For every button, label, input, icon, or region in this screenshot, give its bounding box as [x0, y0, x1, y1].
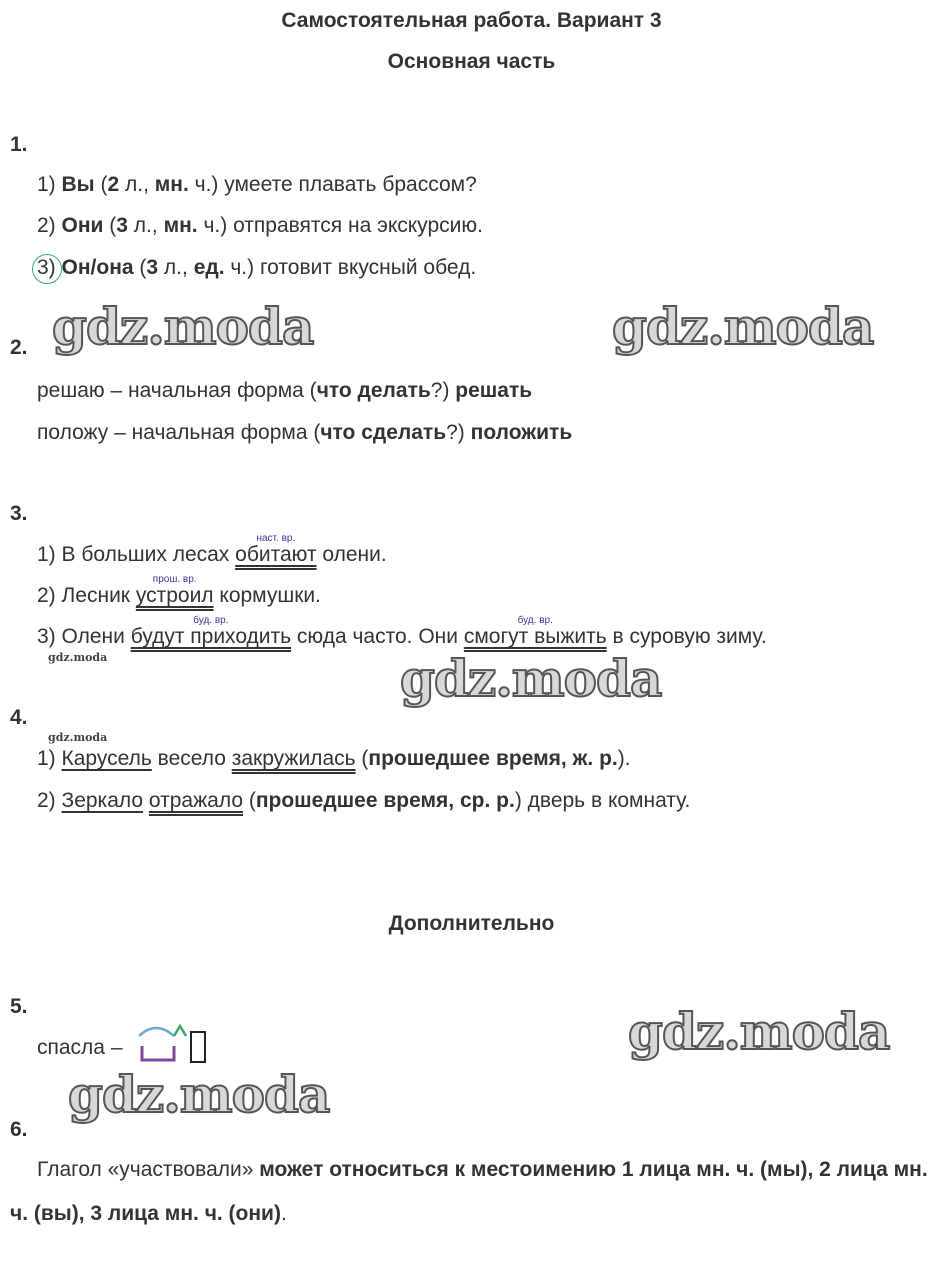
task-4-number: 4.: [10, 706, 28, 729]
morpheme-scheme-icon: [134, 1022, 214, 1070]
task-2-line-2: положу – начальная форма (что сделать?) положить: [37, 421, 573, 444]
task-1-line-1: 1) Вы (2 л., мн. ч.) умеете плавать брассом?: [37, 173, 477, 196]
suffix-mark: [174, 1026, 186, 1036]
page-title: Самостоятельная работа. Вариант 3: [281, 9, 662, 32]
task-1-line-3: 3) Он/она (3 л., ед. ч.) готовит вкусный обед.: [37, 256, 477, 279]
task-3-number: 3.: [10, 502, 28, 525]
watermark-logo: gdz.moda: [52, 297, 314, 356]
watermark-small: gdz.moda: [48, 731, 108, 744]
section-title-extra: Дополнительно: [388, 912, 555, 935]
task-2-number: 2.: [10, 336, 28, 359]
root-arc: [139, 1028, 174, 1036]
task-5-number: 5.: [10, 995, 28, 1018]
task-1-number: 1.: [10, 133, 28, 156]
watermark-logo: gdz.moda: [628, 1002, 890, 1061]
task-3-line-2: 2) Лесник прош. вр. устроил кормушки.: [37, 583, 321, 609]
watermark-logo: gdz.moda: [400, 649, 662, 708]
tense-label: наст. вр.: [256, 533, 296, 544]
tense-label: буд. вр.: [517, 615, 553, 626]
ending-bracket: [142, 1046, 174, 1060]
tense-label: прош. вр.: [152, 574, 197, 585]
tense-label: буд. вр.: [193, 615, 229, 626]
watermark-small: gdz.moda: [48, 651, 108, 664]
watermark-logo: gdz.moda: [68, 1065, 330, 1124]
task-4-line-2: 2) Зеркало отражало (прошедшее время, ср. р.) дверь в комнату.: [37, 789, 691, 812]
task-4-line-1: 1) Карусель весело закружилась (прошедшее время, ж. р.).: [37, 747, 631, 770]
section-title-main: Основная часть: [387, 50, 556, 73]
task-6-paragraph: Глагол «участвовали» может относиться к местоимению 1 лица мн. ч. (мы), 2 лица мн. ч. (вы), 3 лица мн. ч. (они).: [10, 1158, 928, 1225]
task-2-line-1: решаю – начальная форма (что делать?) решать: [37, 379, 533, 402]
task-5-word: спасла –: [37, 1036, 123, 1059]
watermark-logo: gdz.moda: [612, 297, 874, 356]
ending-box: [191, 1032, 205, 1062]
task-1-line-2: 2) Они (3 л., мн. ч.) отправятся на экскурсию.: [37, 214, 483, 237]
task-3-line-1: 1) В больших лесах наст. вр. обитают олени.: [37, 542, 387, 568]
task-3-line-3: 3) Олени буд. вр. будут приходить сюда часто. Они буд. вр. смогут выжить в суровую зиму.: [37, 624, 767, 650]
task-6-number: 6.: [10, 1118, 28, 1141]
